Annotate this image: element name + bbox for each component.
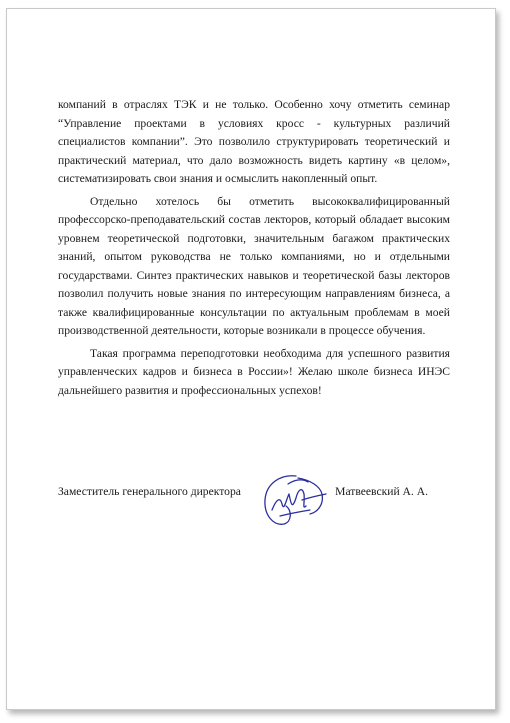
handwritten-signature (258, 470, 334, 532)
signatory-name: Матвеевский А. А. (335, 485, 428, 498)
signature-block (58, 485, 450, 505)
paragraph-1: компаний в отраслях ТЭК и не только. Особенно хочу отметить семинар “Управление проектами в условиях кросс - культурных различий специалистов компании”. Это позволило структурировать теоретический и практический материал, что дало возможность видеть картину «в целом», систематизировать свои знания и осмыслить накопленный опыт. (58, 98, 450, 185)
letter-body (58, 96, 450, 404)
paragraph-2: Отдельно хотелось бы отметить высококвалифицированный профессорско-преподавательский состав лекторов, который обладает высоким уровнем теоретической подготовки, значительным багажом практических знаний, опытом руководства не только компаниями, но и отдельными государствами. Синтез практических навыков и теоретической базы лекторов позволил получить новые знания по интересующим направлениям бизнеса, а также квалифицированные консультации по актуальным проблемам в моей производственной деятельности, которые возникали в процессе обучения. (58, 194, 450, 337)
signatory-position: Заместитель генерального директора (58, 485, 241, 498)
paragraph-3: Такая программа переподготовки необходима для успешного развития управленческих кадров и бизнеса в России»! Желаю школе бизнеса ИНЭС дальнейшего развития и профессиональных успехов! (58, 346, 450, 397)
